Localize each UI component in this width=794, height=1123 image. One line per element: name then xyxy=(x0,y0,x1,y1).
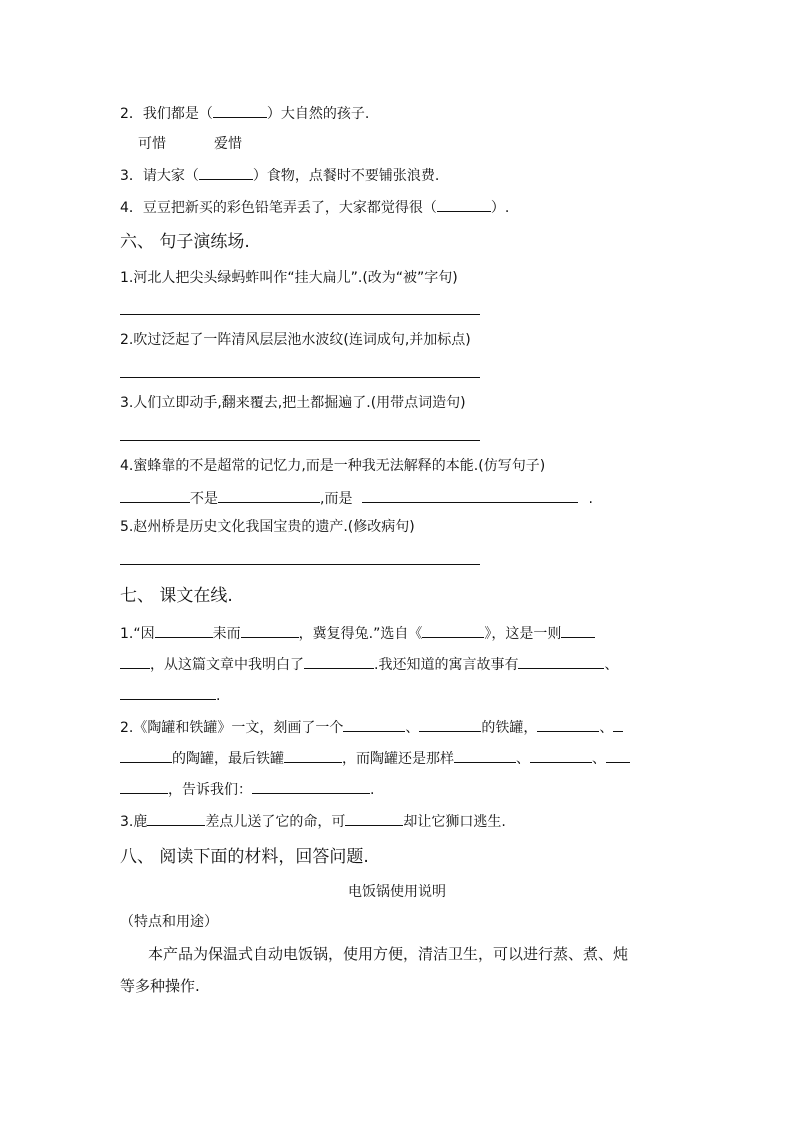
s7-q1-line3: . xyxy=(120,684,220,706)
blank[interactable] xyxy=(362,487,578,503)
s7-q2-line1: 2.《陶罐和铁罐》一文，刻画了一个 、 的铁罐， 、 xyxy=(120,716,623,738)
q5-line-2: 2．我们都是（ ）大自然的孩子. xyxy=(120,102,369,124)
blank[interactable] xyxy=(518,653,604,669)
blank[interactable] xyxy=(561,622,595,638)
blank[interactable] xyxy=(218,487,320,503)
s7-q2-line3: ，告诉我们： . xyxy=(120,778,374,800)
blank[interactable] xyxy=(437,196,491,212)
blank[interactable] xyxy=(241,622,299,638)
blank[interactable] xyxy=(304,653,374,669)
answer-line[interactable] xyxy=(120,377,480,378)
s6-q4-imitation: 不是 ,而是 . xyxy=(120,487,593,509)
blank[interactable] xyxy=(120,778,168,794)
blank[interactable] xyxy=(537,716,599,732)
blank[interactable] xyxy=(252,778,370,794)
section-6-title: 六、 句子演练场. xyxy=(120,232,250,252)
blank[interactable] xyxy=(199,164,253,180)
s6-q4: 4.蜜蜂靠的不是超常的记忆力,而是一种我无法解释的本能.(仿写句子) xyxy=(120,458,546,474)
answer-line[interactable] xyxy=(120,564,480,565)
blank[interactable] xyxy=(120,653,150,669)
s7-q1-line2: ，从这篇文章中我明白了 .我还知道的寓言故事有 、 xyxy=(120,653,618,675)
blank[interactable] xyxy=(454,747,516,763)
s6-q1: 1.河北人把尖头绿蚂蚱叫作“挂大扁儿”.(改为“被”字句) xyxy=(120,270,458,286)
s6-q2: 2.吹过泛起了一阵清风层层池水波纹(连词成句,并加标点) xyxy=(120,332,471,348)
reading-subheading: （特点和用途） xyxy=(120,914,218,930)
blank[interactable] xyxy=(120,684,216,700)
section-8-title: 八、 阅读下面的材料，回答问题. xyxy=(120,847,369,867)
blank[interactable] xyxy=(284,747,342,763)
section-7-title: 七、 课文在线. xyxy=(120,586,233,606)
q5-options: 可惜 爱惜 xyxy=(138,136,242,152)
blank[interactable] xyxy=(606,747,630,763)
q5-line-4: 4．豆豆把新买的彩色铅笔弄丢了，大家都觉得很（ ）. xyxy=(120,196,509,218)
q5-line-3: 3．请大家（ ）食物，点餐时不要铺张浪费. xyxy=(120,164,439,186)
blank[interactable] xyxy=(147,810,205,826)
answer-line[interactable] xyxy=(120,314,480,315)
s6-q5: 5.赵州桥是历史文化我国宝贵的遗产.(修改病句) xyxy=(120,519,415,535)
s7-q1-line1: 1.“因 耒而 ，冀复得兔.”选自《 》，这是一则 xyxy=(120,622,595,644)
blank[interactable] xyxy=(343,716,405,732)
s7-q3: 3.鹿 差点儿送了它的命，可 却让它狮口逃生. xyxy=(120,810,506,832)
s6-q3: 3.人们立即动手,翻来覆去,把土都掘遍了.(用带点词造句) xyxy=(120,395,466,411)
blank[interactable] xyxy=(120,487,190,503)
reading-paragraph-line1: 本产品为保温式自动电饭锅，使用方便，清洁卫生，可以进行蒸、煮、炖 xyxy=(148,945,629,963)
s7-q2-line2: 的陶罐，最后铁罐 ，而陶罐还是那样 、 、 xyxy=(120,747,630,769)
blank[interactable] xyxy=(422,622,484,638)
reading-heading: 电饭锅使用说明 xyxy=(348,884,446,900)
answer-line[interactable] xyxy=(120,440,480,441)
blank[interactable] xyxy=(120,747,172,763)
blank[interactable] xyxy=(155,622,213,638)
blank[interactable] xyxy=(613,716,623,732)
blank[interactable] xyxy=(530,747,592,763)
blank[interactable] xyxy=(419,716,481,732)
blank[interactable] xyxy=(213,102,267,118)
blank[interactable] xyxy=(345,810,403,826)
reading-paragraph-line2: 等多种操作. xyxy=(120,977,200,995)
